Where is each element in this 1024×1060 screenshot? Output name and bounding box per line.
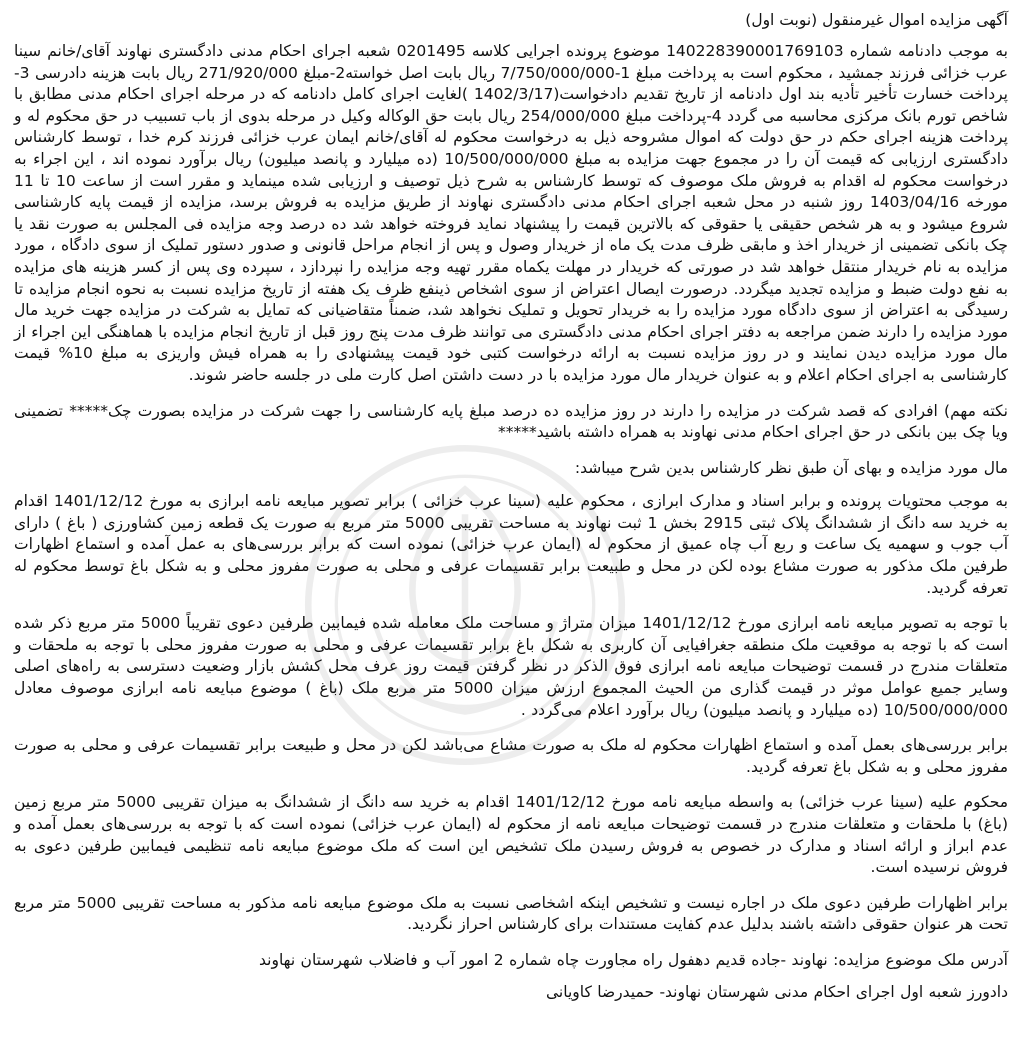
expert-opinion-paragraph-5: برابر اظهارات طرفین دعوی ملک در اجاره نیست و تشخیص اینکه اشخاصی نسبت به ملک موضوع مبایعه نامه مذکور به مساحت تقریبی 5000 متر مربع تحت هر عنوان حقوقی داشته باشند بدلیل عدم کفایت مستندات برای کارشناس احراز نگردید. <box>14 893 1008 934</box>
property-address: آدرس ملک موضوع مزایده: نهاوند -جاده قدیم دهفول راه مجاورت چاه شماره 2 امور آب و فاضلاب شهرستان نهاوند <box>259 950 1008 969</box>
notice-main-paragraph: به موجب دادنامه شماره 140228390001769103 موضوع پرونده اجرایی کلاسه 0201495 شعبه اجرای احکام مدنی دادگستری نهاوند آقای/خانم سینا عرب خزائی فرزند جمشید ، محکوم است به پرداخت مبلغ 1-7/750/000/000 ریال بابت اصل خواسته2-مبلغ 271/920/000 ریال بابت هزینه دادرسی 3-پرداخت خسارت تأخیر تأدیه بند اول دادنامه از تاریخ تقدیم دادخواست(1402/3/17 )لغایت اجرای کامل دادنامه که در مرحله اجرای احکام مدنی مطابق با شاخص تورم بانک مرکزی محاسبه می گردد 4-پرداخت مبلغ 254/000/000 ریال بابت حق الوکاله وکیل در مرحله بدوی از باب تسبیب در حق محکوم له و پرداخت هزینه اجرای حکم در حق دولت که اموال مشروحه ذیل به درخواست محکوم له آقای/خانم ایمان عرب خزائی فرزند کرم خدا ، توسط کارشناس دادگستری ارزیابی که قیمت آن را در مجموع جهت مزایده به مبلغ 10/500/000/000 (ده میلیارد و پانصد میلیون) ریال برآورد نموده اند ، این اجراء به درخواست محکوم له اقدام به فروش ملک موصوف که توسط کارشناس به شرح ذیل توصیف و ارزیابی شده مینماید و مقرر است از ساعت 10 تا 11 مورخه 1403/04/16 روز شنبه در محل شعبه اجرای احکام مدنی دادگستری نهاوند از طریق مزایده به فروش برسد، مزایده از قیمت پایه کارشناسی شروع میشود و به هر شخص حقیقی یا حقوقی که بالاترین قیمت را پیشنهاد نماید فروخته خواهد شد ده درصد وجه مزایده فی المجلس به صورت نقد یا چک بانکی تضمینی از خریدار اخذ و مابقی ظرف مدت یک ماه از خریدار وصول و پس از انجام مراحل قانونی و صدور دستور تملیک از سوی دادگاه ، مورد مزایده به نام خریدار منتقل خواهد شد در صورتی که خریدار در مهلت یکماه مقرر تهیه وجه مزایده را نپردازد ، سپرده وی پس از کسر هزینه های مزایده به نفع دولت ضبط و مزایده تجدید میگردد. درصورت ایصال اعتراض از سوی اشخاص ذینفع ظرف یک هفته از تاریخ مزایده نسبت به نحوه انجام مزایده تا رسیدگی به اعتراض از سوی دادگاه مورد مزایده را به خریدار تحویل و تملیک نخواهد شد، ضمناً متقاضیانی که تمایل به شرکت در مزایده جهت خرید مال مورد مزایده را دارند ضمن مراجعه به دفتر اجرای احکام مدنی دادگستری می توانند ظرف مدت پنج روز قبل از تاریخ انجام مزایده با هماهنگی این اجراء از مال مورد مزایده دیدن نمایند و در روز مزایده نسبت به ارائه درخواست کتبی خود قیمت پیشنهادی را به همراه فیش واریزی به مبلغ 10% قیمت کارشناسی به اجرای احکام اعلام و به عنوان خریدار مال مورد مزایده با در دست داشتن اصل کارت ملی در جلسه حاضر شوند. <box>14 42 1008 384</box>
notice-title: آگهی مزایده اموال غیرمنقول (نوبت اول) <box>745 11 1008 29</box>
expert-opinion-paragraph-2: با توجه به تصویر مبایعه نامه ابرازی مورخ 1401/12/12 میزان متراژ و مساحت ملک معامله شده فیمابین طرفین دعوی تقریباً 5000 متر مربع ذکر شده است که با توجه به موقعیت ملک منطقه جغرافیایی آن کاربری به شکل باغ برابر تقسیمات عرفی و محلی به صورت مفروز محلی با توجه به ملحقات و متعلقات مندرج در قسمت توضیحات مبایعه نامه ابرازی فوق الذکر در نظر گرفتن قیمت روز عرف محل کشش بازار وضعیت دسترسی به راه‌های اصلی وسایر جمیع عوامل موثر در قیمت گذاری من الحیث المجموع ارزش میزان 5000 متر مربع ملک (باغ ) موضوع مبایعه نامه ابرازی موصوف معادل 10/500/000/000 (ده میلیارد و پانصد میلیون) ریال برآورد اعلام می‌گردد . <box>14 614 1008 719</box>
expert-opinion-paragraph-4: محکوم علیه (سینا عرب خزائی) به واسطه مبایعه نامه مورخ 1401/12/12 اقدام به خرید سه دانگ از ششدانگ به میزان تقریبی 5000 متر مربع زمین (باغ) با ملحقات و متعلقات مندرج در قسمت توضیحات مبایعه نامه از محکوم له (ایمان عرب خزائی) نموده است که با توجه به بررسی‌های بعمل آمده و عدم ابراز و ارائه اسناد و مدارک در خصوص به فروش رسیدن ملک تشخیص این است که ملک موضوع مبایعه نامه تنظیمی فیمابین طرفین دعوی به فروش نرسیده است. <box>14 793 1008 877</box>
expert-opinion-paragraph-3: برابر بررسی‌های بعمل آمده و استماع اظهارات محکوم له ملک به صورت مشاع می‌باشد لکن در محل و طبیعت برابر تقسیمات عرفی و محلی به صورت مفروز محلی و به شکل باغ تعرفه گردید. <box>14 736 1008 776</box>
important-note-paragraph: نکته مهم) افرادی که قصد شرکت در مزایده را دارند در روز مزایده ده درصد مبلغ پایه کارشناسی را جهت شرکت در مزایده بصورت چک***** تضمینی ویا چک بین بانکی در حق اجرای احکام مدنی نهاوند به همراه داشته باشید***** <box>14 401 1008 442</box>
signature-line: دادورز شعبه اول اجرای احکام مدنی شهرستان نهاوند- حمیدرضا کاویانی <box>546 982 1008 1001</box>
expert-opinion-paragraph-1: به موجب محتویات پرونده و برابر اسناد و مدارک ابرازی ، محکوم علیه (سینا عرب خزائی ) برابر تصویر مبایعه نامه ابرازی به مورخ 1401/12/12 اقدام به خرید سه دانگ از ششدانگ پلاک ثبتی 2915 بخش 1 ثبت نهاوند به مساحت تقریبی 5000 متر مربع به صورت یک قطعه زمین کشاورزی ( باغ ) دارای آب جوب و سهمیه یک ساعت و ربع آب چاه عمیق از محکوم له (ایمان عرب خزائی) نموده است که برابر بررسی‌های به عمل آمده و استماع اظهارات طرفین ملک مذکور به صورت مشاع بوده لکن در محل و طبیعت برابر تقسیمات عرفی و محلی به صورت مفروز محلی و به شکل باغ توسط محکوم له تعرفه گردید. <box>14 492 1008 597</box>
item-description-heading: مال مورد مزایده و بهای آن طبق نظر کارشناس بدین شرح میباشد: <box>574 458 1008 477</box>
